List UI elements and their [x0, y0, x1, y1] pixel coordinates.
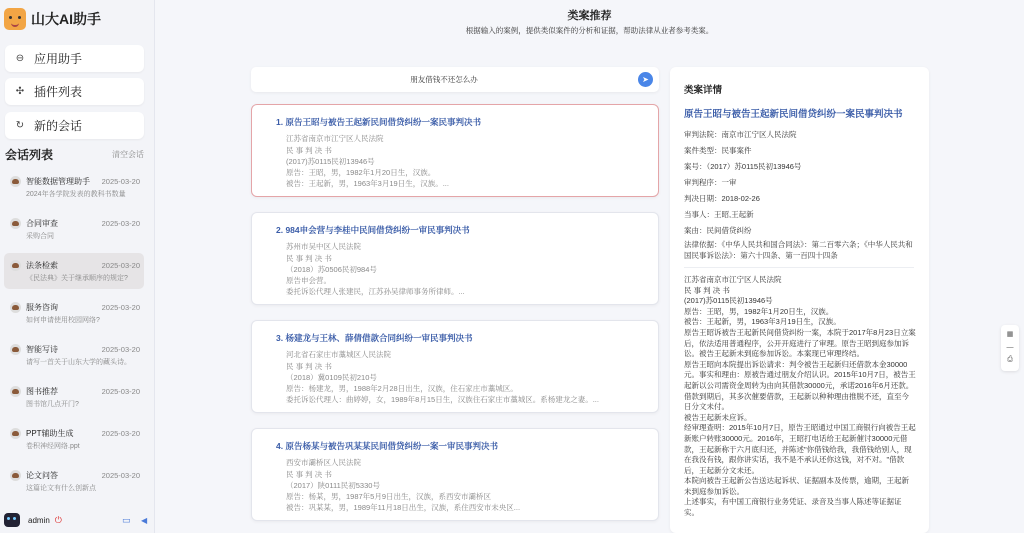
conversation-item[interactable]	[4, 463, 144, 499]
minus-icon[interactable]: —	[1006, 344, 1014, 351]
search-bar	[251, 67, 659, 92]
conversation-date: 2025-03-20	[101, 176, 140, 186]
tiger-logo-icon	[4, 8, 26, 30]
detail-cause: 案由：民间借贷纠纷	[684, 226, 752, 235]
detail-basis: 法律依据：《中华人民共和国合同法》：第二百零六条；《中华人民共和国民事诉讼法》：第六十四条、第一百四十四条	[684, 240, 913, 260]
case-card-selected[interactable]	[251, 104, 659, 197]
conversation-preview: 采购合同	[26, 233, 54, 240]
book-icon[interactable]: ▦	[1006, 331, 1014, 338]
conversation-item[interactable]	[4, 211, 144, 247]
conversation-preview: 2024年各学院发表的教科书数量	[26, 191, 126, 198]
detail-date: 判决日期：2018-02-26	[684, 194, 760, 203]
case-line: 民 事 判 决 书	[286, 146, 332, 155]
conversation-name: 论文问答	[26, 470, 58, 480]
conversation-item[interactable]	[4, 421, 144, 457]
conversation-date: 2025-03-20	[101, 218, 140, 228]
conversation-item[interactable]	[4, 379, 144, 415]
detail-procedure: 审判程序：一审	[684, 178, 737, 187]
page-description: 根据输入的案例，提供类似案件的分析和证据，帮助法律从业者参考类案。	[465, 26, 714, 35]
case-line: （2018）苏0506民初984号	[286, 265, 377, 274]
avatar	[10, 260, 21, 271]
new-chat-label: 新的会话	[34, 119, 83, 133]
conversation-item-active[interactable]	[4, 253, 144, 289]
case-line: （2017）陕0111民初5330号	[286, 481, 380, 490]
conversation-date: 2025-03-20	[101, 428, 140, 438]
brand	[4, 6, 101, 32]
divider	[684, 267, 914, 268]
avatar	[10, 386, 21, 397]
puzzle-icon: ✣	[15, 86, 25, 97]
detail-parties: 当事人：王昭,王起新	[684, 210, 754, 219]
case-line: (2017)苏0115民初13946号	[286, 157, 375, 166]
detail-title: 原告王昭与被告王起新民间借贷纠纷一案民事判决书	[684, 109, 903, 120]
conversation-date: 2025-03-20	[101, 302, 140, 312]
case-card[interactable]	[251, 212, 659, 305]
conversation-name: PPT辅助生成	[26, 428, 74, 438]
avatar	[10, 176, 21, 187]
circle-arrow-icon: ⊖	[15, 53, 25, 64]
conversation-date: 2025-03-20	[101, 344, 140, 354]
send-icon[interactable]: ➤	[638, 72, 653, 87]
avatar	[10, 428, 21, 439]
conversation-name: 图书推荐	[26, 386, 58, 396]
conversation-date: 2025-03-20	[101, 386, 140, 396]
conversation-item[interactable]	[4, 169, 144, 205]
clear-conversations-button[interactable]: 清空会话	[112, 150, 144, 159]
page-title: 类案推荐	[567, 10, 612, 22]
conversation-name: 服务咨询	[26, 302, 58, 312]
avatar	[10, 218, 21, 229]
case-line: 江苏省南京市江宁区人民法院	[286, 134, 384, 143]
conversation-name: 智能写诗	[26, 344, 58, 354]
case-line: 苏州市吴中区人民法院	[286, 242, 361, 251]
app-title: 山大AI助手	[31, 11, 101, 27]
detail-case-no: 案号：（2017）苏0115民初13946号	[684, 162, 802, 171]
case-title[interactable]: 2. 984申会营与李桂中民间借贷纠纷一审民事判决书	[276, 225, 470, 235]
conversation-preview: 请写一首关于山东大学的藏头诗。	[26, 359, 131, 366]
avatar	[10, 344, 21, 355]
case-line: 被告：王起新，男，1963年3月19日生，汉族。...	[286, 179, 449, 188]
case-title[interactable]: 4. 原告杨某与被告巩某某民间借贷纠纷一案一审民事判决书	[276, 441, 498, 451]
app-assistant-label: 应用助手	[34, 52, 83, 66]
plugin-list-button[interactable]	[5, 78, 144, 105]
conversation-preview: 卷积神经网络.ppt	[26, 443, 80, 450]
case-line: 委托诉讼代理人：曲婷婷，女，1989年8月15日生，汉族住石家庄市藁城区。系杨建龙之妻。...	[286, 395, 599, 404]
case-line: （2018）冀0109民初210号	[286, 373, 377, 382]
side-toolbar	[1001, 325, 1019, 371]
case-line: 民 事 判 决 书	[286, 362, 332, 371]
case-line: 原告：杨某，男，1987年5月9日出生，汉族，系西安市灞桥区	[286, 492, 492, 501]
case-line: 河北省石家庄市藁城区人民法院	[286, 350, 391, 359]
conversation-item[interactable]	[4, 337, 144, 373]
case-line: 西安市灞桥区人民法院	[286, 458, 361, 467]
case-card[interactable]	[251, 428, 659, 521]
case-line: 民 事 判 决 书	[286, 470, 332, 479]
power-icon[interactable]: ⏻	[54, 514, 62, 525]
case-detail-panel	[670, 67, 929, 533]
case-line: 原告：杨建龙，男，1988年2月28日出生，汉族，住石家庄市藁城区。	[286, 384, 518, 393]
detail-body: 江苏省南京市江宁区人民法院 民 事 判 决 书 (2017)苏0115民初13946号 原告：王昭，男，1982年1月20日生，汉族。 被告：王起新，男，1963年3月19日生，汉族。 原告王昭诉被告王起新民间借贷纠纷一案，本院于2017年8月23日立案后，依法适用普通程序，公开开庭进行了审理。原告王昭到庭参加诉讼。被告王起新未到庭参加诉讼。本案现已审理终结。 原告王昭向本院提出诉讼请求：判令被告王起新归还借款本金30000元。事实和理由：原被告通过朋友介绍认识。2015年10月7日，被告王起新以公司需资金周转为由向其借款30000元，承诺2016年6月还款。借款到期后，其多次催要借款，王起新以种种理由推脱不还，直至今日分文未付。 被告王起新未应诉。 经审理查明：2015年10月7日，原告王昭通过中国工商银行向被告王起新账户转账30000元。2016年，王昭打电话给王起新催讨30000元借款，王起新称于六月底归还，并陈述"你借钱给我，我借钱给别人，现在我没有钱，跟你讲实话，我不是不承认还你这钱，对不对。"借款后，王起新分文未还。 本院向被告王起新公告送达起诉状、证据副本及传票，逾期，王起新未到庭参加诉讼。 上述事实，有中国工商银行业务凭证、录音及当事人陈述等证据证实。	[684, 275, 916, 518]
conversation-name: 智能数据管理助手	[26, 176, 90, 186]
conversation-date: 2025-03-20	[101, 260, 140, 270]
robot-avatar-icon	[4, 513, 20, 527]
avatar	[10, 302, 21, 313]
case-line: 民 事 判 决 书	[286, 254, 332, 263]
sidebar	[0, 0, 155, 533]
conversation-name: 合同审查	[26, 218, 58, 228]
collapse-icon[interactable]: ◀	[141, 515, 148, 525]
conversation-preview: 《民法典》关于继承顺序的规定?	[26, 275, 128, 282]
conversation-preview: 如何申请使用校园网络?	[26, 317, 100, 324]
case-title[interactable]: 3. 杨建龙与王林、薛倩借款合同纠纷一审民事判决书	[276, 333, 473, 343]
user-footer	[4, 512, 152, 528]
print-icon[interactable]: ⎙	[1007, 356, 1013, 363]
new-chat-button[interactable]	[5, 112, 144, 139]
refresh-chat-icon: ↻	[15, 120, 25, 131]
avatar	[10, 470, 21, 481]
case-card[interactable]	[251, 320, 659, 413]
case-line: 原告：王昭，男，1982年1月20日生，汉族。	[286, 168, 436, 177]
case-line: 委托诉讼代理人张建民，江苏孙吴律师事务所律师。...	[286, 287, 465, 296]
conversation-name: 法条检索	[26, 260, 58, 270]
detail-court: 审判法院：南京市江宁区人民法院	[684, 130, 797, 139]
monitor-icon[interactable]: ▭	[122, 514, 131, 525]
case-line: 原告申会营。	[286, 276, 331, 285]
conversation-date: 2025-03-20	[101, 470, 140, 480]
case-line: 被告：巩某某，男，1989年11月18日出生，汉族，系住西安市未央区...	[286, 503, 521, 512]
conversation-preview: 这篇论文有什么创新点	[26, 485, 96, 492]
conversation-preview: 图书馆几点开门?	[26, 401, 79, 408]
conversation-list-header	[5, 146, 144, 163]
app-assistant-button[interactable]	[5, 45, 144, 72]
conversation-item[interactable]	[4, 295, 144, 331]
detail-type: 案件类型：民事案件	[684, 146, 752, 155]
case-title[interactable]: 1. 原告王昭与被告王起新民间借贷纠纷一案民事判决书	[276, 117, 481, 127]
plugin-list-label: 插件列表	[34, 85, 83, 99]
conversation-list-title: 会话列表	[5, 148, 54, 162]
detail-header: 类案详情	[684, 85, 723, 96]
search-input[interactable]	[259, 72, 629, 87]
user-name: admin	[28, 515, 50, 525]
